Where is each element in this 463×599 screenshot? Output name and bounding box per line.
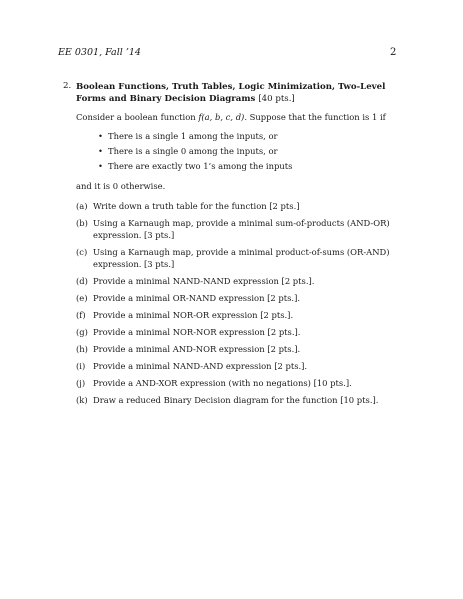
part-item — [76, 275, 406, 287]
part-text: Provide a minimal NAND-NAND expression [2 pts.]. — [93, 276, 315, 286]
part-item — [76, 360, 406, 372]
part-item — [76, 343, 406, 355]
problem-points: [40 pts.] — [258, 94, 295, 104]
condition-item — [98, 129, 406, 144]
part-text: Provide a AND-XOR expression (with no negations) [10 pts.]. — [93, 378, 352, 388]
problem-title — [76, 81, 406, 105]
condition-text: There is a single 1 among the inputs, or — [108, 131, 278, 141]
bullet-icon: • — [98, 146, 103, 156]
part-label: (k) — [76, 395, 88, 405]
function-name: f(a, b, c, d) — [198, 112, 245, 122]
part-label: (h) — [76, 344, 88, 354]
part-label: (g) — [76, 327, 88, 337]
part-text: Provide a minimal AND-NOR expression [2 pts.]. — [93, 344, 301, 354]
intro-after: . Suppose that the function is 1 if — [244, 112, 386, 122]
part-label: (b) — [76, 218, 88, 228]
part-text: Provide a minimal NOR-NOR expression [2 pts.]. — [93, 327, 301, 337]
part-item — [76, 394, 406, 406]
problem-number: 2. — [63, 81, 72, 91]
part-text: Provide a minimal NOR-OR expression [2 pts.]. — [93, 310, 294, 320]
part-item — [76, 246, 406, 270]
course-header: EE 0301, Fall ’14 — [58, 47, 141, 58]
problem-section — [63, 81, 406, 411]
problem-title-text: Boolean Functions, Truth Tables, Logic Minimization, Two-Level Forms and Binary Decision Diagrams — [76, 82, 386, 104]
part-item — [76, 217, 406, 241]
part-text: Using a Karnaugh map, provide a minimal sum-of-products (AND-OR) expression. [3 pts.] — [93, 218, 390, 240]
part-label: (a) — [76, 201, 88, 211]
part-label: (f) — [76, 310, 86, 320]
part-label: (i) — [76, 361, 86, 371]
otherwise-text: and it is 0 otherwise. — [76, 181, 166, 191]
part-item — [76, 377, 406, 389]
bullet-icon: • — [98, 161, 103, 171]
condition-list — [76, 129, 406, 174]
part-text: Provide a minimal NAND-AND expression [2 pts.]. — [93, 361, 308, 371]
problem-intro — [76, 111, 406, 123]
part-text: Provide a minimal OR-NAND expression [2 pts.]. — [93, 293, 301, 303]
part-item — [76, 200, 406, 212]
part-item — [76, 309, 406, 321]
page-number: 2 — [390, 47, 397, 58]
condition-text: There is a single 0 among the inputs, or — [108, 146, 278, 156]
part-item — [76, 326, 406, 338]
part-label: (c) — [76, 247, 88, 257]
part-label: (e) — [76, 293, 88, 303]
part-text: Write down a truth table for the function [2 pts.] — [93, 201, 300, 211]
condition-item — [98, 144, 406, 159]
intro-before: Consider a boolean function — [76, 112, 199, 122]
part-text: Using a Karnaugh map, provide a minimal product-of-sums (OR-AND) expression. [3 pts.] — [93, 247, 390, 269]
bullet-icon: • — [98, 131, 103, 141]
condition-item — [98, 159, 406, 174]
condition-text: There are exactly two 1’s among the inputs — [108, 161, 293, 171]
part-label: (j) — [76, 378, 86, 388]
parts-list — [76, 200, 406, 406]
part-label: (d) — [76, 276, 88, 286]
part-text: Draw a reduced Binary Decision diagram for the function [10 pts.]. — [93, 395, 379, 405]
part-item — [76, 292, 406, 304]
